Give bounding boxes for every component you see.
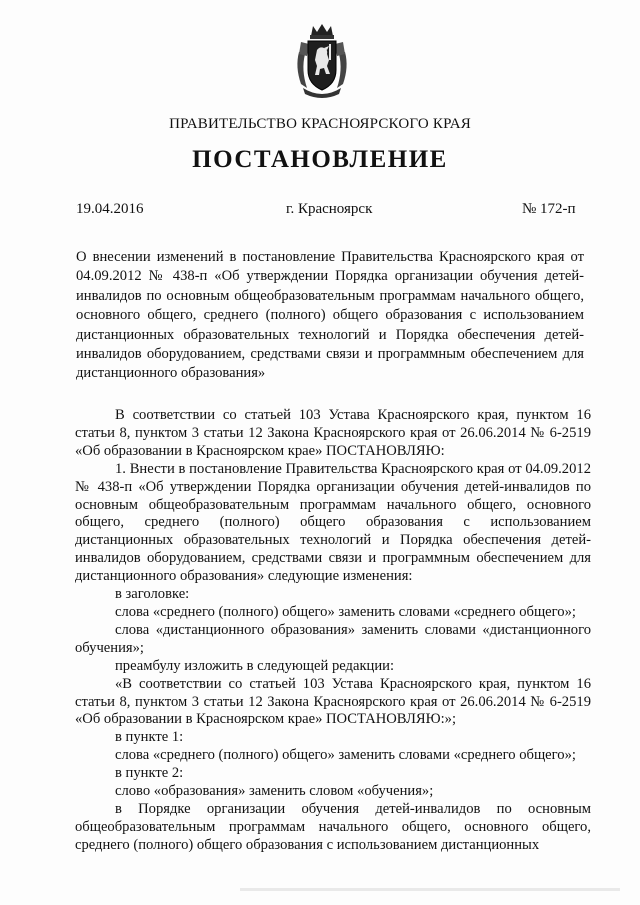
document-number: № 172-п (522, 201, 576, 217)
body-paragraph: в Порядке организации обучения детей-инвалидов по основным общеобразовательным программам начального общего, основного общего, среднего (полного) общего образования с использованием дистанционных (75, 800, 591, 853)
body-paragraph: «В соответствии со статьей 103 Устава Красноярского края, пунктом 16 статьи 8, пунктом 3 статьи 12 Закона Красноярского края от 26.06.2014 № 6-2519 «Об образовании в Красноярском крае» ПОСТАНОВЛЯЮ:»; (75, 675, 591, 728)
body-paragraph: слова «дистанционного образования» заменить словами «дистанционного обучения»; (75, 621, 591, 656)
body-paragraph: слова «среднего (полного) общего» заменить словами «среднего общего»; (115, 747, 576, 764)
government-name: ПРАВИТЕЛЬСТВО КРАСНОЯРСКОГО КРАЯ (169, 116, 471, 132)
scan-edge-divider (240, 888, 620, 891)
body-paragraph: слово «образования» заменить словом «обучения»; (115, 783, 434, 800)
document-city: г. Красноярск (286, 201, 373, 217)
document-subject: О внесении изменений в постановление Правительства Красноярского края от 04.09.2012 № 438-п «Об утверждении Порядка организации обучения детей-инвалидов по основным общеобразовательным программам начального общего, основного общего, среднего (полного) общего образования с использованием дистанционных образовательных технологий и Порядка обеспечения детей-инвалидов оборудованием, средствами связи и программным обеспечением для дистанционного образования» (76, 249, 584, 382)
body-paragraph: В соответствии со статьей 103 Устава Красноярского края, пунктом 16 статьи 8, пунктом 3 статьи 12 Закона Красноярского края от 26.06.2014 № 6-2519 «Об образовании в Красноярском крае» ПОСТАНОВЛЯЮ: (75, 407, 591, 459)
body-paragraph: слова «среднего (полного) общего» заменить словами «среднего общего»; (115, 603, 576, 620)
coat-of-arms-icon (293, 22, 351, 98)
document-type-title: ПОСТАНОВЛЕНИЕ (192, 146, 448, 173)
body-paragraph: преамбулу изложить в следующей редакции: (115, 657, 395, 674)
body-paragraph: в пункте 1: (115, 729, 184, 746)
document-body (75, 407, 591, 855)
document-date: 19.04.2016 (76, 201, 144, 217)
body-paragraph: в пункте 2: (115, 765, 184, 782)
body-paragraph: 1. Внести в постановление Правительства Красноярского края от 04.09.2012 № 438-п «Об утверждении Порядка организации обучения детей-инвалидов по основным общеобразовательным программам начального общего, основного общего, среднего (полного) общего образования с использованием дистанционных образовательных технологий и Порядка обеспечения детей-инвалидов оборудованием, средствами связи и программным обеспечением для дистанционного образования» следующие изменения: (75, 460, 591, 585)
body-paragraph: в заголовке: (115, 586, 190, 603)
